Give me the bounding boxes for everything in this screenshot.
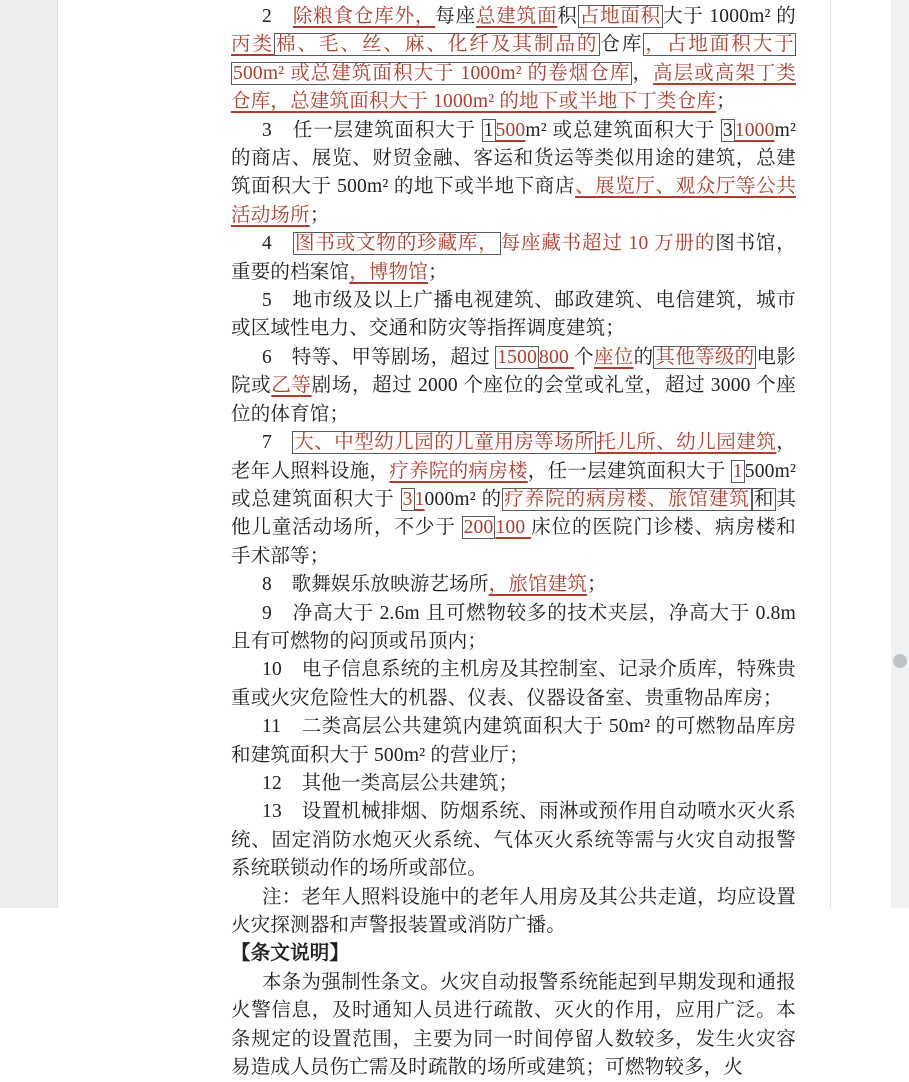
clause-item-7-segment: 疗养院的病房楼、旅馆建筑 <box>504 488 750 510</box>
clause-item-7-segment: 3 <box>402 488 413 510</box>
clause-item-2-segment: ， <box>632 62 653 84</box>
clause-item-4-segment: ； <box>428 261 448 283</box>
clause-item-8-segment: ； <box>587 574 607 596</box>
clause-item-3-segment: 3 任一层建筑面积大于 <box>262 119 482 141</box>
clause-item-3-segment: m² 的商店、展览、财贸金融、客运和货运等类似用途的建筑，总建筑面积大于 500m² 的地下或半地下商店 <box>231 119 796 198</box>
clause-note-segment: 注：老年人照料设施中的老年人用房及其公共走道，均应设置火灾探测器和声警报装置或消防广播。 <box>231 886 796 936</box>
clause-item-6-segment: 800 <box>539 346 575 368</box>
clause-item-2-segment: 仓库 <box>600 34 644 56</box>
clause-item-7-segment: 1 <box>414 488 425 510</box>
clause-item-2-segment: 大于 1000m² 的 <box>662 6 796 27</box>
clause-item-3-segment: 1 <box>483 119 494 141</box>
clause-item-2-segment: 丙类 <box>231 34 274 56</box>
clause-item-3-segment: 500 <box>495 119 526 141</box>
clause-item-13-segment: 13 设置机械排烟、防烟系统、雨淋或预作用自动喷水灭火系统、固定消防水炮灭火系统、气体灭火系统等需与火灾自动报警系统联锁动作的场所或部位。 <box>231 801 796 880</box>
clause-item-11 <box>231 713 796 770</box>
clause-item-3-segment: 3 <box>722 119 733 141</box>
right-page-margin <box>831 0 891 908</box>
clause-item-5-segment: 5 地市级及以上广播电视建筑、邮政建筑、电信建筑，城市或区域性电力、交通和防灾等指挥调度建筑； <box>231 290 796 340</box>
clause-item-7-segment: 床位的医院门诊楼、病房楼和手术部等； <box>231 517 796 567</box>
clause-item-6 <box>231 344 796 429</box>
clause-item-4-segment: 图书或文物的珍藏库， <box>294 233 499 255</box>
clause-item-2 <box>231 3 796 117</box>
clause-item-2-segment: 除粮食仓库外， <box>292 6 436 27</box>
clause-item-8-segment: 8 歌舞娱乐放映游艺场所 <box>262 574 489 596</box>
clause-item-4-segment: ，博物馆 <box>349 261 429 283</box>
clause-item-2-segment: ，占地面积大于 500m² 或总建筑面积大于 1000m² 的卷烟仓库 <box>233 34 794 84</box>
document-page <box>58 0 831 1079</box>
clause-item-6-segment: 电影院或 <box>231 346 797 397</box>
clause-item-2-segment: 总建筑面 <box>475 6 558 27</box>
clause-item-9-segment: 9 净高大于 2.6m 且可燃物较多的技术夹层，净高大于 0.8m 且有可燃物的闷顶或吊顶内； <box>231 602 796 652</box>
clause-item-7-segment: 100 <box>495 517 532 539</box>
clause-item-13 <box>231 798 796 883</box>
clause-item-5 <box>231 287 796 344</box>
clause-item-7-segment: 大、中型幼儿园的儿童用房等场所 <box>294 432 595 454</box>
clause-note <box>231 884 796 941</box>
clause-item-2-segment: 积 <box>557 6 578 27</box>
clause-item-7-segment: ，任一层建筑面积大于 <box>527 460 731 482</box>
clause-item-7-segment: 000m² 的 <box>424 488 503 510</box>
clause-item-2-segment: 每座 <box>435 6 476 27</box>
section-heading-explanation-segment: 【条文说明】 <box>231 943 350 965</box>
clause-item-7-segment: 和 <box>753 488 775 510</box>
clause-item-6-segment: 的 <box>633 346 654 368</box>
clause-item-3-segment: 1000 <box>734 119 775 141</box>
commentary-paragraph <box>231 969 796 1082</box>
clause-item-2-segment: 高层或高架丁类仓库，总建筑面积大于 1000m² 的地下或半地下丁类仓库 <box>231 62 797 113</box>
scrollbar-track[interactable] <box>891 0 909 908</box>
clause-item-7-segment: 疗养院的病房楼 <box>389 460 528 482</box>
clause-item-7-segment: 其他儿童活动场所，不少于 <box>231 488 797 539</box>
clause-item-7-segment: ，老年人照料设施， <box>231 432 796 482</box>
clause-item-9 <box>231 600 796 657</box>
clause-item-7-segment: 200 <box>463 517 494 539</box>
clause-item-6-segment: 座位 <box>593 346 634 368</box>
clause-item-7-segment: 托儿所、幼儿园建筑 <box>596 432 777 454</box>
clause-item-7-segment: 1 <box>732 460 743 482</box>
left-gutter <box>0 0 58 908</box>
clause-item-2-segment: 占地面积 <box>579 6 661 27</box>
section-heading-explanation <box>231 940 796 968</box>
scrollbar-thumb-dot-icon[interactable] <box>893 654 907 668</box>
clause-item-7-segment: 500m² 或总建筑面积大于 <box>231 460 797 510</box>
clause-item-11-segment: 11 二类高层公共建筑内建筑面积大于 50m² 的可燃物品库房和建筑面积大于 500m² 的营业厅； <box>231 716 796 766</box>
commentary-paragraph-segment: 本条为强制性条文。火灾自动报警系统能起到早期发现和通报火警信息，及时通知人员进行疏散、灭火的作用，应用广泛。本条规定的设置范围，主要为同一时间停留人数较多，发生火灾容易造成人员伤亡需及时疏散的场所或建筑；可燃物较多，火 <box>231 971 796 1079</box>
clause-item-4-segment: 4 <box>262 233 293 255</box>
clause-item-3-segment: 、展览厅、观众厅等公共活动场所 <box>231 176 796 226</box>
clause-item-2-segment: 棉、毛、丝、麻、化纤及其制品的 <box>275 34 599 56</box>
clause-item-8-segment: ，旅馆建筑 <box>488 574 588 596</box>
clause-item-3-segment: ； <box>309 204 330 226</box>
clause-item-10 <box>231 656 796 713</box>
clause-item-3 <box>231 117 796 231</box>
clause-item-8 <box>231 571 796 599</box>
clause-item-3-segment: m² 或总建筑面积大于 <box>525 119 721 141</box>
clause-item-6-segment: 剧场，超过 2000 个座位的会堂或礼堂，超过 3000 个座位的体育馆； <box>231 375 796 425</box>
clause-item-12-segment: 12 其他一类高层公共建筑； <box>262 772 519 794</box>
clause-item-6-segment: 6 特等、甲等剧场，超过 <box>262 346 496 368</box>
clause-item-6-segment: 乙等 <box>271 375 312 397</box>
clause-item-7-segment: 7 <box>262 432 293 454</box>
clause-item-2-segment: 2 <box>262 6 293 27</box>
clause-item-6-segment: 1500 <box>497 346 538 368</box>
clause-item-10-segment: 10 电子信息系统的主机房及其控制室、记录介质库，特殊贵重或火灾危险性大的机器、仪表、仪器设备室、贵重物品库房； <box>231 659 796 709</box>
clause-item-4-segment: 每座藏书超过 10 万册的 <box>500 233 716 255</box>
document-text-column <box>231 3 796 1082</box>
clause-item-4 <box>231 230 796 287</box>
clause-item-2-segment: ； <box>716 91 736 113</box>
clause-item-4-segment: 图书馆，重要的档案馆 <box>231 233 796 283</box>
clause-item-6-segment: 个 <box>574 346 594 368</box>
clause-item-12 <box>231 770 796 798</box>
clause-item-7 <box>231 429 796 571</box>
clause-item-6-segment: 其他等级的 <box>655 346 755 368</box>
